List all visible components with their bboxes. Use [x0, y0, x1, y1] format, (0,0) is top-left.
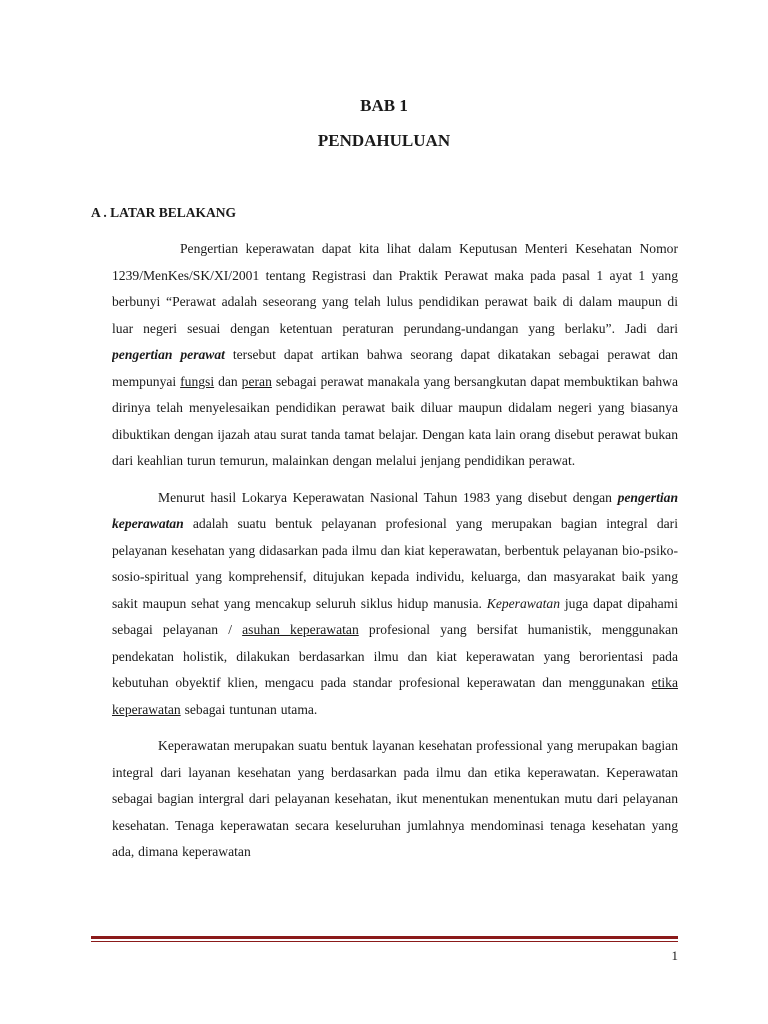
paragraph-text: Keperawatan merupakan suatu bentuk layanan kesehatan professional yang merupakan bagian integral dari layanan kesehatan yang berdasarkan pada ilmu dan etika keperawatan. Keperawatan sebagai bagian intergral dari pelayanan kesehatan, ikut menentukan menentukan mutu dari pelayanan kesehatan. Tenaga keperawatan secara keseluruhan jumlahnya mendominasi tenaga kesehatan yang ada, dimana keperawatan [112, 738, 678, 859]
paragraph-text: sebagai perawat manakala yang bersangkutan dapat membuktikan bahwa dirinya telah menyelesaikan pendidikan perawat baik diluar maupun didalam negeri yang biasanya dibuktikan dengan ijazah atau surat tanda tamat belajar. Dengan kata lain orang disebut perawat bukan dari keahlian turun temurun, malainkan dengan melalui jenjang pendidikan perawat. [112, 373, 678, 468]
chapter-number: BAB 1 [360, 96, 408, 115]
paragraph [112, 485, 678, 724]
chapter-title: PENDAHULUAN [317, 131, 451, 150]
section-heading: A . LATAR BELAKANG [91, 205, 237, 220]
paragraph-text: tersebut dapat artikan bahwa seorang dapat dikatakan sebagai perawat dan mempunyai [112, 347, 678, 389]
underlined-term: asuhan keperawatan [242, 622, 359, 637]
paragraph-text: profesional yang bersifat humanistik, menggunakan pendekatan holistik, dilakukan berdasarkan ilmu dan kiat keperawatan yang berorientasi pada kebutuhan obyektif klien, mengacu pada standar profesional keperawatan dan menggunakan [112, 622, 678, 690]
paragraph [112, 236, 678, 475]
page-number: 1 [671, 948, 678, 963]
underlined-term: etika keperawatan [112, 675, 678, 717]
paragraph [112, 733, 678, 866]
paragraph-text: juga dapat dipahami sebagai pelayanan / [112, 595, 678, 637]
underlined-term: peran [241, 373, 272, 389]
paragraph-text: dan [214, 373, 242, 389]
emphasized-term: pengertian keperawatan [112, 489, 678, 531]
paragraph-text: Pengertian keperawatan dapat kita lihat dalam Keputusan Menteri Kesehatan Nomor 1239/MenKes/SK/XI/2001 tentang Registrasi dan Praktik Perawat maka pada pasal 1 ayat 1 yang berbunyi “Perawat adalah seseorang yang telah lulus pendidikan perawat baik di dalam maupun di luar negeri sesuai dengan ketentuan peraturan perundang-undangan yang berlaku”. Jadi dari [112, 241, 678, 336]
body-text-area [112, 236, 678, 932]
paragraph-text: adalah suatu bentuk pelayanan profesional yang merupakan bagian integral dari pelayanan kesehatan yang didasarkan pada ilmu dan kiat keperawatan, berbentuk pelayanan bio-psiko-sosio-spiritual yang komprehensif, ditujukan kepada individu, keluarga, dan masyarakat baik yang sakit maupun sehat yang mencakup seluruh siklus hidup manusia. [112, 516, 678, 611]
paragraph-text: sebagai tuntunan utama. [180, 701, 318, 717]
footer-rule-thin [91, 941, 678, 942]
footer-rule-thick [91, 936, 678, 939]
underlined-term: fungsi [180, 373, 215, 389]
paragraph-text: Menurut hasil Lokarya Keperawatan Nasional Tahun 1983 yang disebut dengan [158, 489, 618, 505]
emphasized-term: pengertian perawat [112, 347, 225, 362]
italic-term: Keperawatan [486, 595, 561, 611]
body-text [112, 236, 678, 866]
